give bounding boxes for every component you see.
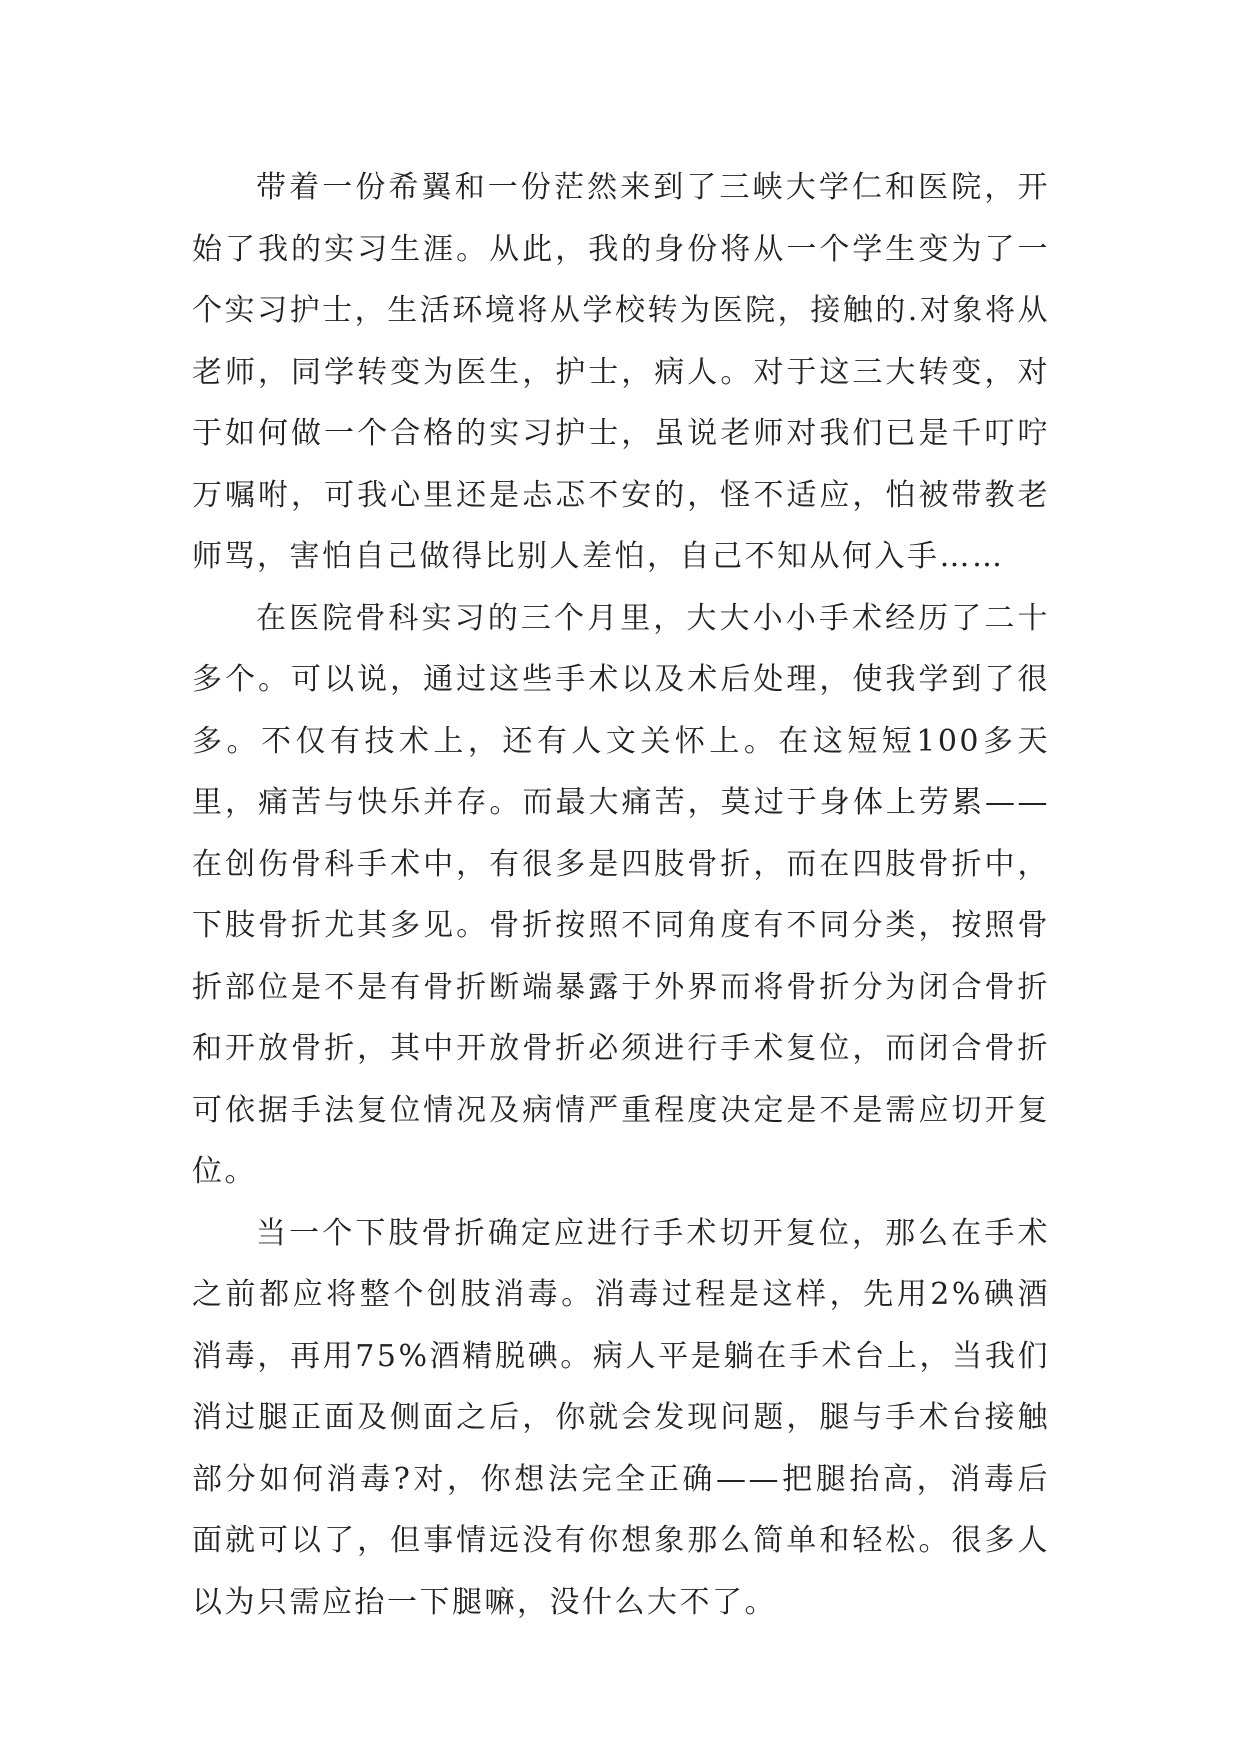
paragraph-internship-start: 带着一份希翼和一份茫然来到了三峡大学仁和医院，开始了我的实习生涯。从此，我的身份将从一个学生变为了一个实习护士，生活环境将从学校转为医院，接触的.对象将从老师，同学转变为医生，护士，病人。对于这三大转变，对于如何做一个合格的实习护士，虽说老师对我们已是千叮咛万嘱咐，可我心里还是忐忑不安的，怪不适应，怕被带教老师骂，害怕自己做得比别人差怕，自己不知从何入手…… (192, 170, 1050, 574)
document-body (192, 157, 1050, 1633)
paragraph-orthopedics-experience: 在医院骨科实习的三个月里，大大小小手术经历了二十多个。可以说，通过这些手术以及术后处理，使我学到了很多。不仅有技术上，还有人文关怀上。在这短短100多天里，痛苦与快乐并存。而最大痛苦，莫过于身体上劳累——在创伤骨科手术中，有很多是四肢骨折，而在四肢骨折中，下肢骨折尤其多见。骨折按照不同角度有不同分类，按照骨折部位是不是有骨折断端暴露于外界而将骨折分为闭合骨折和开放骨折，其中开放骨折必须进行手术复位，而闭合骨折可依据手法复位情况及病情严重程度决定是不是需应切开复位。 (192, 600, 1050, 1189)
paragraph-disinfection-process: 当一个下肢骨折确定应进行手术切开复位，那么在手术之前都应将整个创肢消毒。消毒过程是这样，先用2%碘酒消毒，再用75%酒精脱碘。病人平是躺在手术台上，当我们消过腿正面及侧面之后，你就会发现问题，腿与手术台接触部分如何消毒?对，你想法完全正确——把腿抬高，消毒后面就可以了，但事情远没有你想象那么简单和轻松。很多人以为只需应抬一下腿嘛，没什么大不了。 (192, 1215, 1050, 1620)
